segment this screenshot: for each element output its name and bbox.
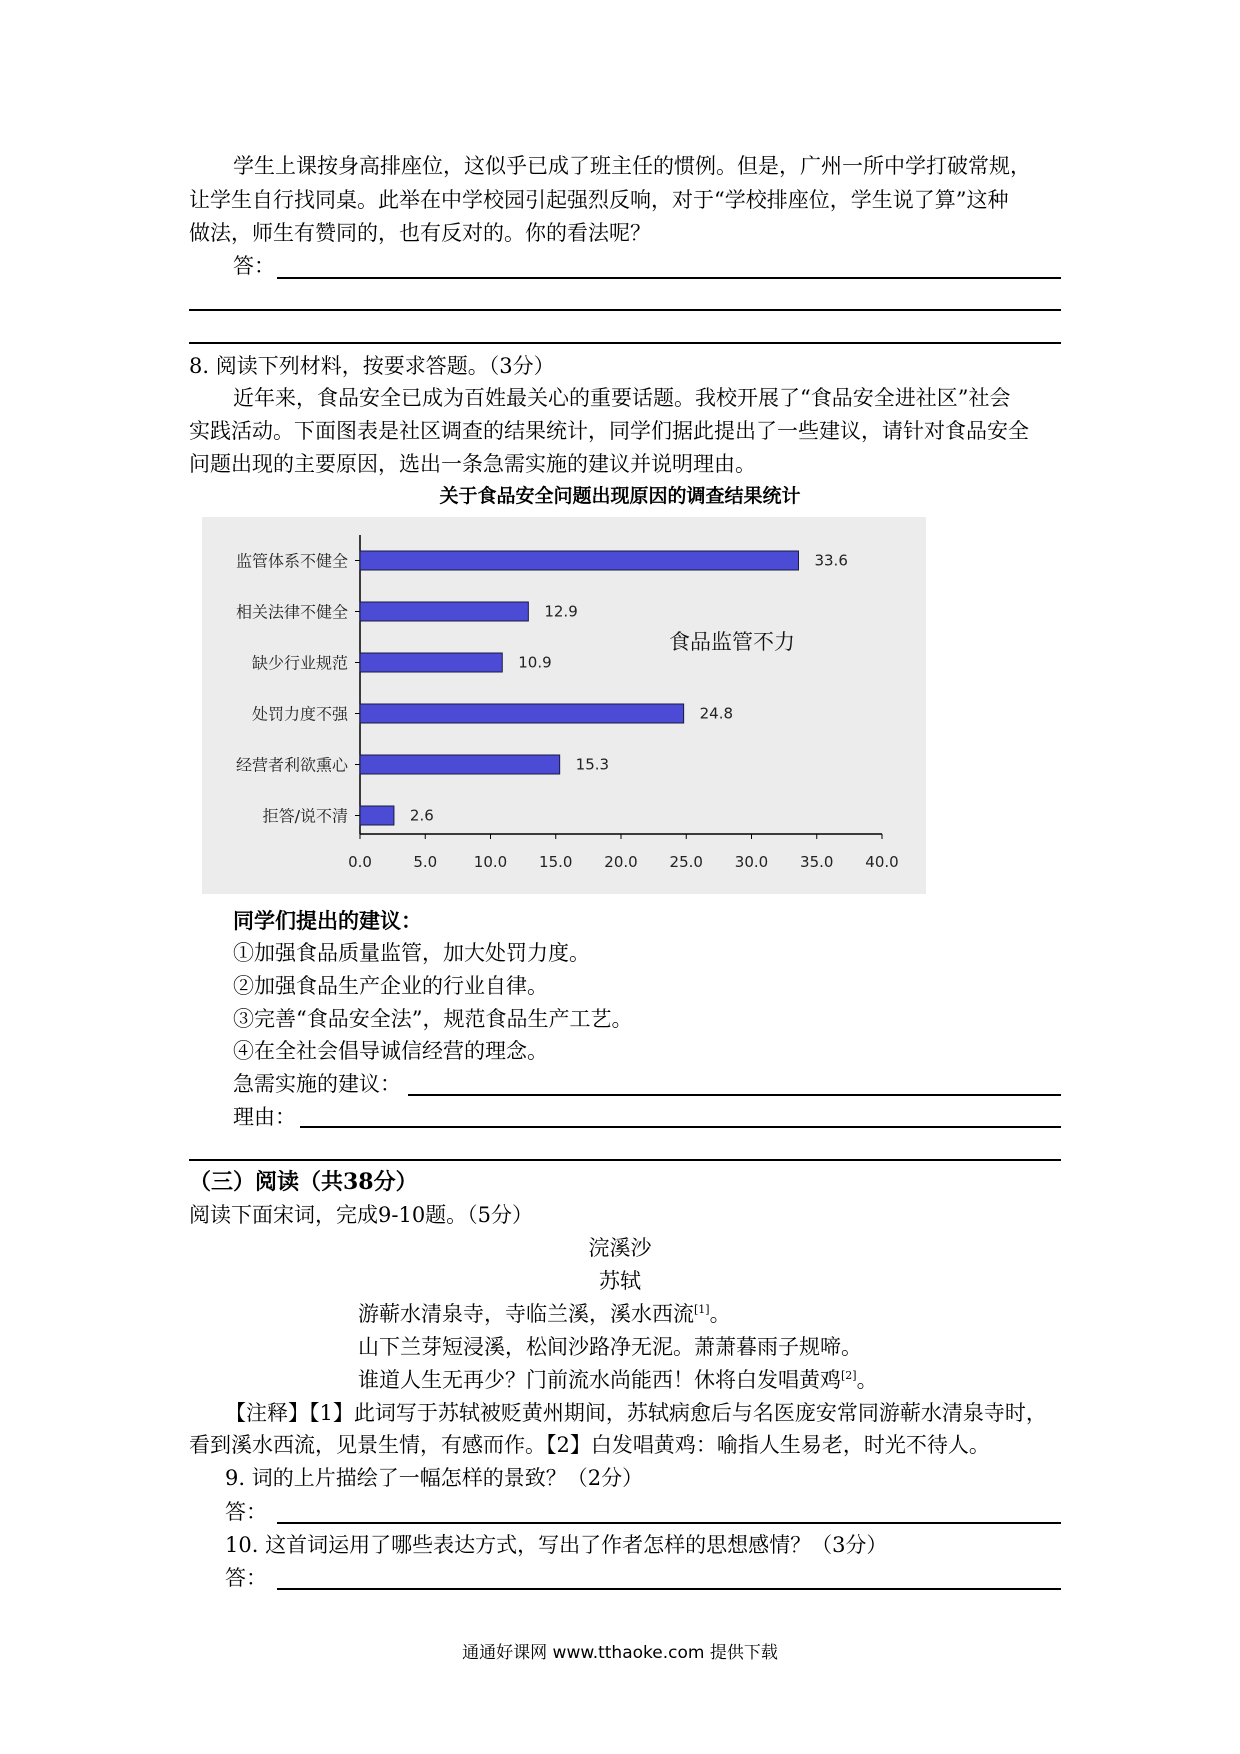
q7-answer-line-2[interactable] [189,309,1061,311]
q8-heading: 8. 阅读下列材料，按要求答题。（3分） [189,354,555,378]
reason-answer-line-2[interactable] [189,1159,1061,1161]
x-tick-label: 15.0 [539,853,573,871]
bar-chart [202,517,926,894]
suggestion-2: ②加强食品生产企业的行业自律。 [233,974,548,998]
note-2-marker: [2] [841,1369,857,1382]
q9-answer-line[interactable] [277,1522,1061,1524]
category-label: 处罚力度不强 [251,704,348,724]
category-label: 相关法律不健全 [235,602,348,622]
poem-line-1-text: 游蕲水清泉寺，寺临兰溪，溪水西流 [358,1302,694,1326]
poem-author: 苏轼 [599,1269,641,1293]
x-tick-label: 5.0 [413,853,438,871]
poem-title: 浣溪沙 [588,1236,652,1260]
category-label: 缺少行业规范 [251,653,348,673]
suggestions-title: 同学们提出的建议： [233,908,422,933]
q10-answer-label: 答： [225,1566,267,1590]
urgent-suggestion-label: 急需实施的建议： [233,1072,401,1096]
q7-answer-line-3[interactable] [189,342,1061,344]
q7-line-3: 做法，师生有赞同的，也有反对的。你的看法呢？ [189,221,651,245]
q7-line-1: 学生上课按身高排座位，这似乎已成了班主任的惯例。但是，广州一所中学打破常规， [233,154,1031,178]
reason-answer-line[interactable] [300,1126,1061,1128]
data-label: 12.9 [544,602,578,621]
reason-label: 理由： [233,1105,296,1129]
poem-line-1-end: 。 [709,1302,731,1326]
category-label: 监管体系不健全 [235,551,348,571]
poem-line-1 [358,1299,731,1329]
bar [360,653,502,672]
data-label: 10.9 [518,653,552,672]
x-tick-label: 35.0 [800,853,834,871]
suggestion-1: ①加强食品质量监管，加大处罚力度。 [233,941,590,965]
suggestion-3: ③完善“食品安全法”，规范食品生产工艺。 [233,1007,633,1031]
q9-text: 9. 词的上片描绘了一幅怎样的景致？（2分） [225,1466,644,1490]
q7-line-2: 让学生自行找同桌。此举在中学校园引起强烈反响，对于“学校排座位，学生说了算”这种 [189,188,1009,212]
notes-line-2: 看到溪水西流，见景生情，有感而作。【2】白发唱黄鸡：喻指人生易老，时光不待人。 [189,1433,990,1457]
section3-heading: （三）阅读（共38分） [189,1169,418,1195]
data-label: 2.6 [409,806,434,825]
chart-title: 关于食品安全问题出现原因的调查结果统计 [439,485,801,507]
x-tick-label: 30.0 [734,853,769,871]
footer: 通通好课网 www.tthaoke.com 提供下载 [462,1643,778,1663]
q8-line-2: 实践活动。下面图表是社区调查的结果统计，同学们据此提出了一些建议，请针对食品安全 [189,419,1029,443]
chart-canvas [202,517,926,894]
data-label: 24.8 [699,704,734,723]
x-tick-label: 25.0 [669,853,703,871]
poem-line-3-text: 谁道人生无再少？门前流水尚能西！休将白发唱黄鸡 [358,1368,841,1392]
note-1-marker: [1] [694,1303,710,1316]
urgent-suggestion-answer-line[interactable] [408,1094,1061,1096]
chart-annotation: 食品监管不力 [669,630,795,654]
x-tick-label: 20.0 [604,853,638,871]
bar [360,551,798,570]
q8-line-3: 问题出现的主要原因，选出一条急需实施的建议并说明理由。 [189,452,756,476]
category-label: 拒答/说不清 [262,806,348,826]
x-tick-label: 40.0 [865,853,899,871]
poem-line-2: 山下兰芽短浸溪，松间沙路净无泥。萧萧暮雨子规啼。 [358,1335,862,1359]
q7-answer-line-1[interactable] [277,277,1061,279]
q8-line-1: 近年来，食品安全已成为百姓最关心的重要话题。我校开展了“食品安全进社区”社会 [233,386,1011,410]
bar [360,704,684,723]
notes-line-1: 【注释】【1】此词写于苏轼被贬黄州期间，苏轼病愈后与名医庞安常同游蕲水清泉寺时， [225,1401,1047,1425]
q7-answer-label: 答： [233,254,275,278]
category-label: 经营者利欲熏心 [235,755,348,775]
data-label: 33.6 [814,551,848,570]
bar [360,755,560,774]
q10-answer-line[interactable] [277,1588,1061,1590]
poem-line-3-end: 。 [856,1368,878,1392]
suggestion-4: ④在全社会倡导诚信经营的理念。 [233,1039,548,1063]
poem-line-3 [358,1365,878,1395]
q10-text: 10. 这首词运用了哪些表达方式，写出了作者怎样的思想感情？（3分） [225,1533,888,1557]
bar [360,602,528,621]
x-tick-label: 10.0 [473,853,508,871]
data-label: 15.3 [575,755,610,774]
x-tick-label: 0.0 [348,853,372,871]
bar [360,806,394,825]
section3-intro: 阅读下面宋词，完成9-10题。（5分） [189,1203,534,1227]
q9-answer-label: 答： [225,1500,267,1524]
